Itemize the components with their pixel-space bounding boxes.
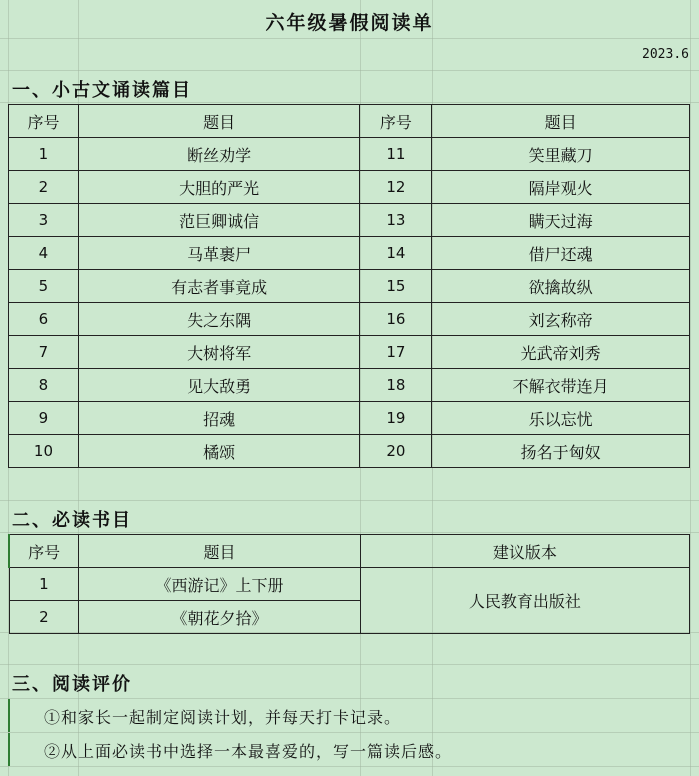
cell-title[interactable]: 见大敌勇 bbox=[78, 369, 360, 402]
cell-title[interactable]: 不解衣带连月 bbox=[432, 369, 690, 402]
cell-title[interactable]: 笑里藏刀 bbox=[432, 138, 690, 171]
cell-edition[interactable]: 人民教育出版社 bbox=[360, 568, 689, 634]
table-header-row bbox=[9, 105, 690, 138]
section-heading-required: 二、必读书目 bbox=[12, 510, 132, 531]
table-row bbox=[9, 568, 690, 601]
cell-title[interactable]: 《朝花夕拾》 bbox=[79, 601, 360, 634]
cell-no[interactable]: 17 bbox=[360, 336, 432, 369]
cell-no[interactable]: 16 bbox=[360, 303, 432, 336]
table-row bbox=[9, 369, 690, 402]
cell-no[interactable]: 15 bbox=[360, 270, 432, 303]
cell-title[interactable]: 隔岸观火 bbox=[432, 171, 690, 204]
cell-title[interactable]: 瞒天过海 bbox=[432, 204, 690, 237]
cell-no[interactable]: 2 bbox=[9, 171, 79, 204]
table-row bbox=[9, 435, 690, 468]
table-row bbox=[9, 204, 690, 237]
cell-title[interactable]: 欲擒故纵 bbox=[432, 270, 690, 303]
cell-no[interactable]: 13 bbox=[360, 204, 432, 237]
table-row bbox=[9, 336, 690, 369]
header-title[interactable]: 题目 bbox=[79, 535, 360, 568]
cell-title[interactable]: 大树将军 bbox=[78, 336, 360, 369]
cell-no[interactable]: 5 bbox=[9, 270, 79, 303]
cell-title[interactable]: 范巨卿诚信 bbox=[78, 204, 360, 237]
table-row bbox=[9, 237, 690, 270]
header-title[interactable]: 题目 bbox=[78, 105, 360, 138]
table-row bbox=[9, 171, 690, 204]
cell-title[interactable]: 乐以忘忧 bbox=[432, 402, 690, 435]
header-edition[interactable]: 建议版本 bbox=[360, 535, 689, 568]
evaluation-item[interactable]: ①和家长一起制定阅读计划，并每天打卡记录。 bbox=[44, 708, 402, 727]
cell-no[interactable]: 6 bbox=[9, 303, 79, 336]
cell-no[interactable]: 19 bbox=[360, 402, 432, 435]
page-title: 六年级暑假阅读单 bbox=[265, 12, 434, 34]
cell-title[interactable]: 借尸还魂 bbox=[432, 237, 690, 270]
cell-title[interactable]: 扬名于匈奴 bbox=[432, 435, 690, 468]
cell-title[interactable]: 马革裹尸 bbox=[78, 237, 360, 270]
cell-no[interactable]: 4 bbox=[9, 237, 79, 270]
evaluation-item[interactable]: ②从上面必读书中选择一本最喜爱的，写一篇读后感。 bbox=[44, 742, 453, 761]
classical-texts-table bbox=[8, 104, 690, 468]
cell-no[interactable]: 3 bbox=[9, 204, 79, 237]
section-heading-classical: 一、小古文诵读篇目 bbox=[12, 80, 192, 101]
cell-no[interactable]: 9 bbox=[9, 402, 79, 435]
cell-no[interactable]: 11 bbox=[360, 138, 432, 171]
section-heading-evaluation: 三、阅读评价 bbox=[12, 674, 132, 695]
required-books-table bbox=[8, 534, 690, 634]
cell-title[interactable]: 《西游记》上下册 bbox=[79, 568, 360, 601]
cell-title[interactable]: 招魂 bbox=[78, 402, 360, 435]
header-no[interactable]: 序号 bbox=[9, 105, 79, 138]
cell-title[interactable]: 失之东隅 bbox=[78, 303, 360, 336]
header-no-2[interactable]: 序号 bbox=[360, 105, 432, 138]
cell-title[interactable]: 光武帝刘秀 bbox=[432, 336, 690, 369]
cell-no[interactable]: 8 bbox=[9, 369, 79, 402]
cell-no[interactable]: 1 bbox=[9, 138, 79, 171]
cell-no[interactable]: 10 bbox=[9, 435, 79, 468]
cell-title[interactable]: 有志者事竟成 bbox=[78, 270, 360, 303]
table-row bbox=[9, 138, 690, 171]
cell-title[interactable]: 大胆的严光 bbox=[78, 171, 360, 204]
cell-no[interactable]: 12 bbox=[360, 171, 432, 204]
table-row bbox=[9, 270, 690, 303]
cell-no[interactable]: 2 bbox=[9, 601, 79, 634]
cell-title[interactable]: 橘颂 bbox=[78, 435, 360, 468]
header-no[interactable]: 序号 bbox=[9, 535, 79, 568]
cell-no[interactable]: 18 bbox=[360, 369, 432, 402]
cell-no[interactable]: 14 bbox=[360, 237, 432, 270]
cell-no[interactable]: 7 bbox=[9, 336, 79, 369]
table-header-row bbox=[9, 535, 690, 568]
table-row bbox=[9, 402, 690, 435]
cell-no[interactable]: 1 bbox=[9, 568, 79, 601]
table-row bbox=[9, 303, 690, 336]
header-title-2[interactable]: 题目 bbox=[432, 105, 690, 138]
date-label: 2023.6 bbox=[642, 47, 689, 62]
cell-no[interactable]: 20 bbox=[360, 435, 432, 468]
cell-title[interactable]: 刘玄称帝 bbox=[432, 303, 690, 336]
cell-title[interactable]: 断丝劝学 bbox=[78, 138, 360, 171]
